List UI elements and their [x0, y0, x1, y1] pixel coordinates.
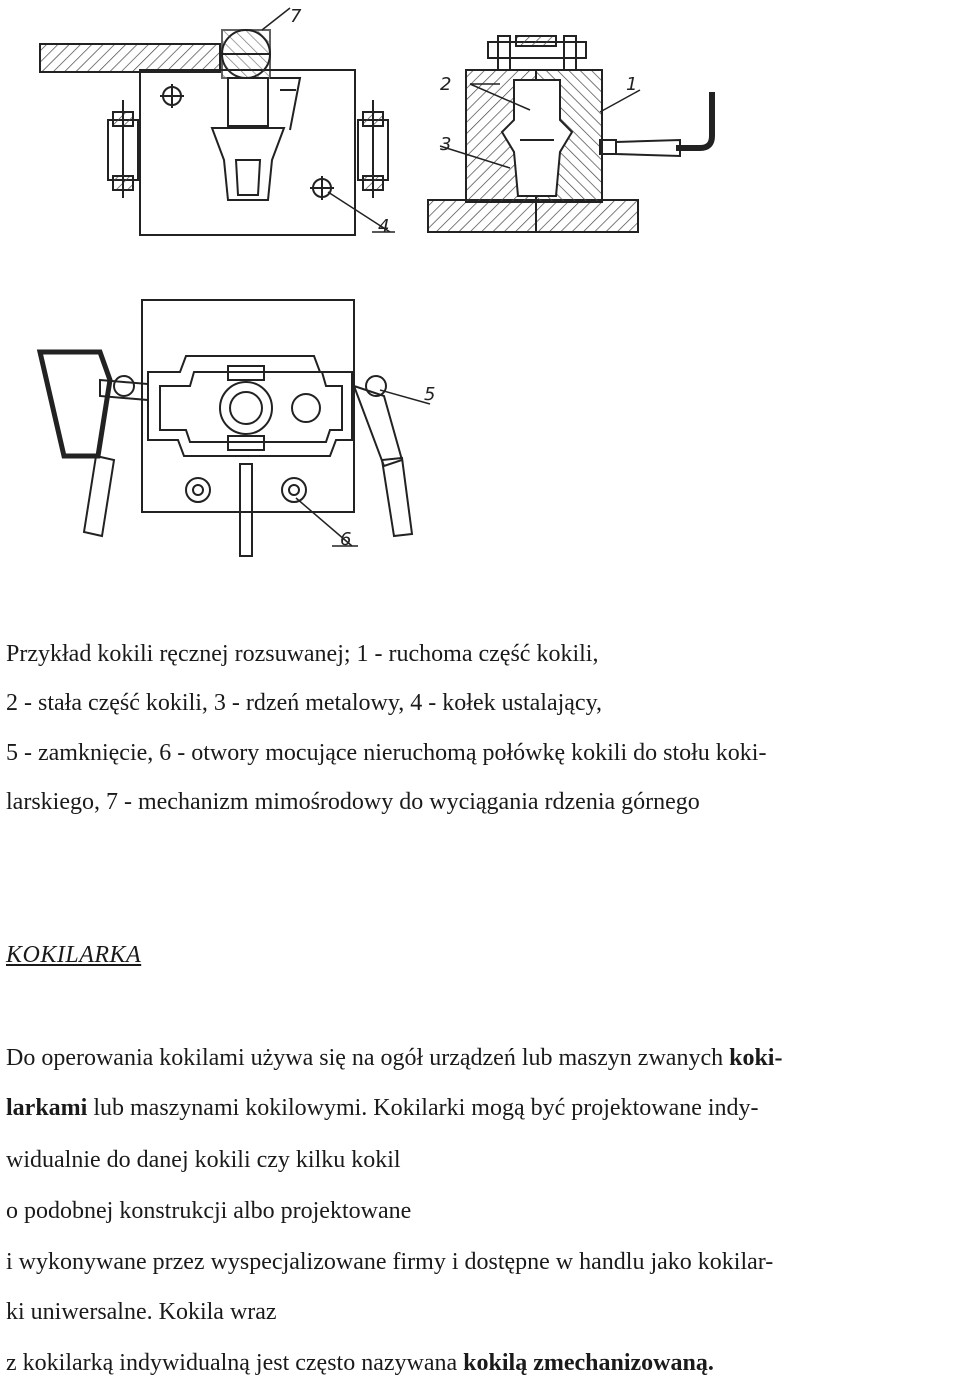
plan-view	[40, 300, 430, 556]
caption-line-3: 5 - zamknięcie, 6 - otwory mocujące nieruchomą połówkę kokili do stołu koki-	[6, 740, 767, 766]
callout-2: 2	[440, 74, 452, 95]
section-view	[428, 36, 712, 232]
body-line-3: widualnie do danej kokili czy kilku kokil	[6, 1147, 401, 1173]
body-line-2: larkami lub maszynami kokilowymi. Kokilarki mogą być projektowane indy-	[6, 1095, 759, 1121]
caption-line-1: Przykład kokili ręcznej rozsuwanej; 1 - ruchoma część kokili,	[6, 641, 599, 667]
callout-4: 4	[378, 216, 390, 237]
body-line-7: z kokilarką indywidualną jest często nazywana kokilą zmechanizowaną.	[6, 1350, 714, 1376]
caption-line-4: larskiego, 7 - mechanizm mimośrodowy do wyciągania rdzenia górnego	[6, 789, 700, 815]
front-view	[40, 8, 395, 235]
caption-line-2: 2 - stała część kokili, 3 - rdzeń metalowy, 4 - kołek ustalający,	[6, 690, 603, 716]
technical-drawing	[0, 0, 960, 600]
callout-5: 5	[424, 384, 436, 405]
callout-3: 3	[440, 134, 452, 155]
body-line-4: o podobnej konstrukcji albo projektowane	[6, 1198, 412, 1224]
body-line-1: Do operowania kokilami używa się na ogół urządzeń lub maszyn zwanych koki-	[6, 1045, 783, 1071]
body-line-5: i wykonywane przez wyspecjalizowane firmy i dostępne w handlu jako kokilar-	[6, 1249, 774, 1275]
callout-7: 7	[290, 6, 302, 27]
section-heading: KOKILARKA	[6, 942, 142, 968]
callout-6: 6	[340, 529, 352, 550]
body-line-6: ki uniwersalne. Kokila wraz	[6, 1299, 277, 1325]
callout-1: 1	[626, 74, 638, 95]
